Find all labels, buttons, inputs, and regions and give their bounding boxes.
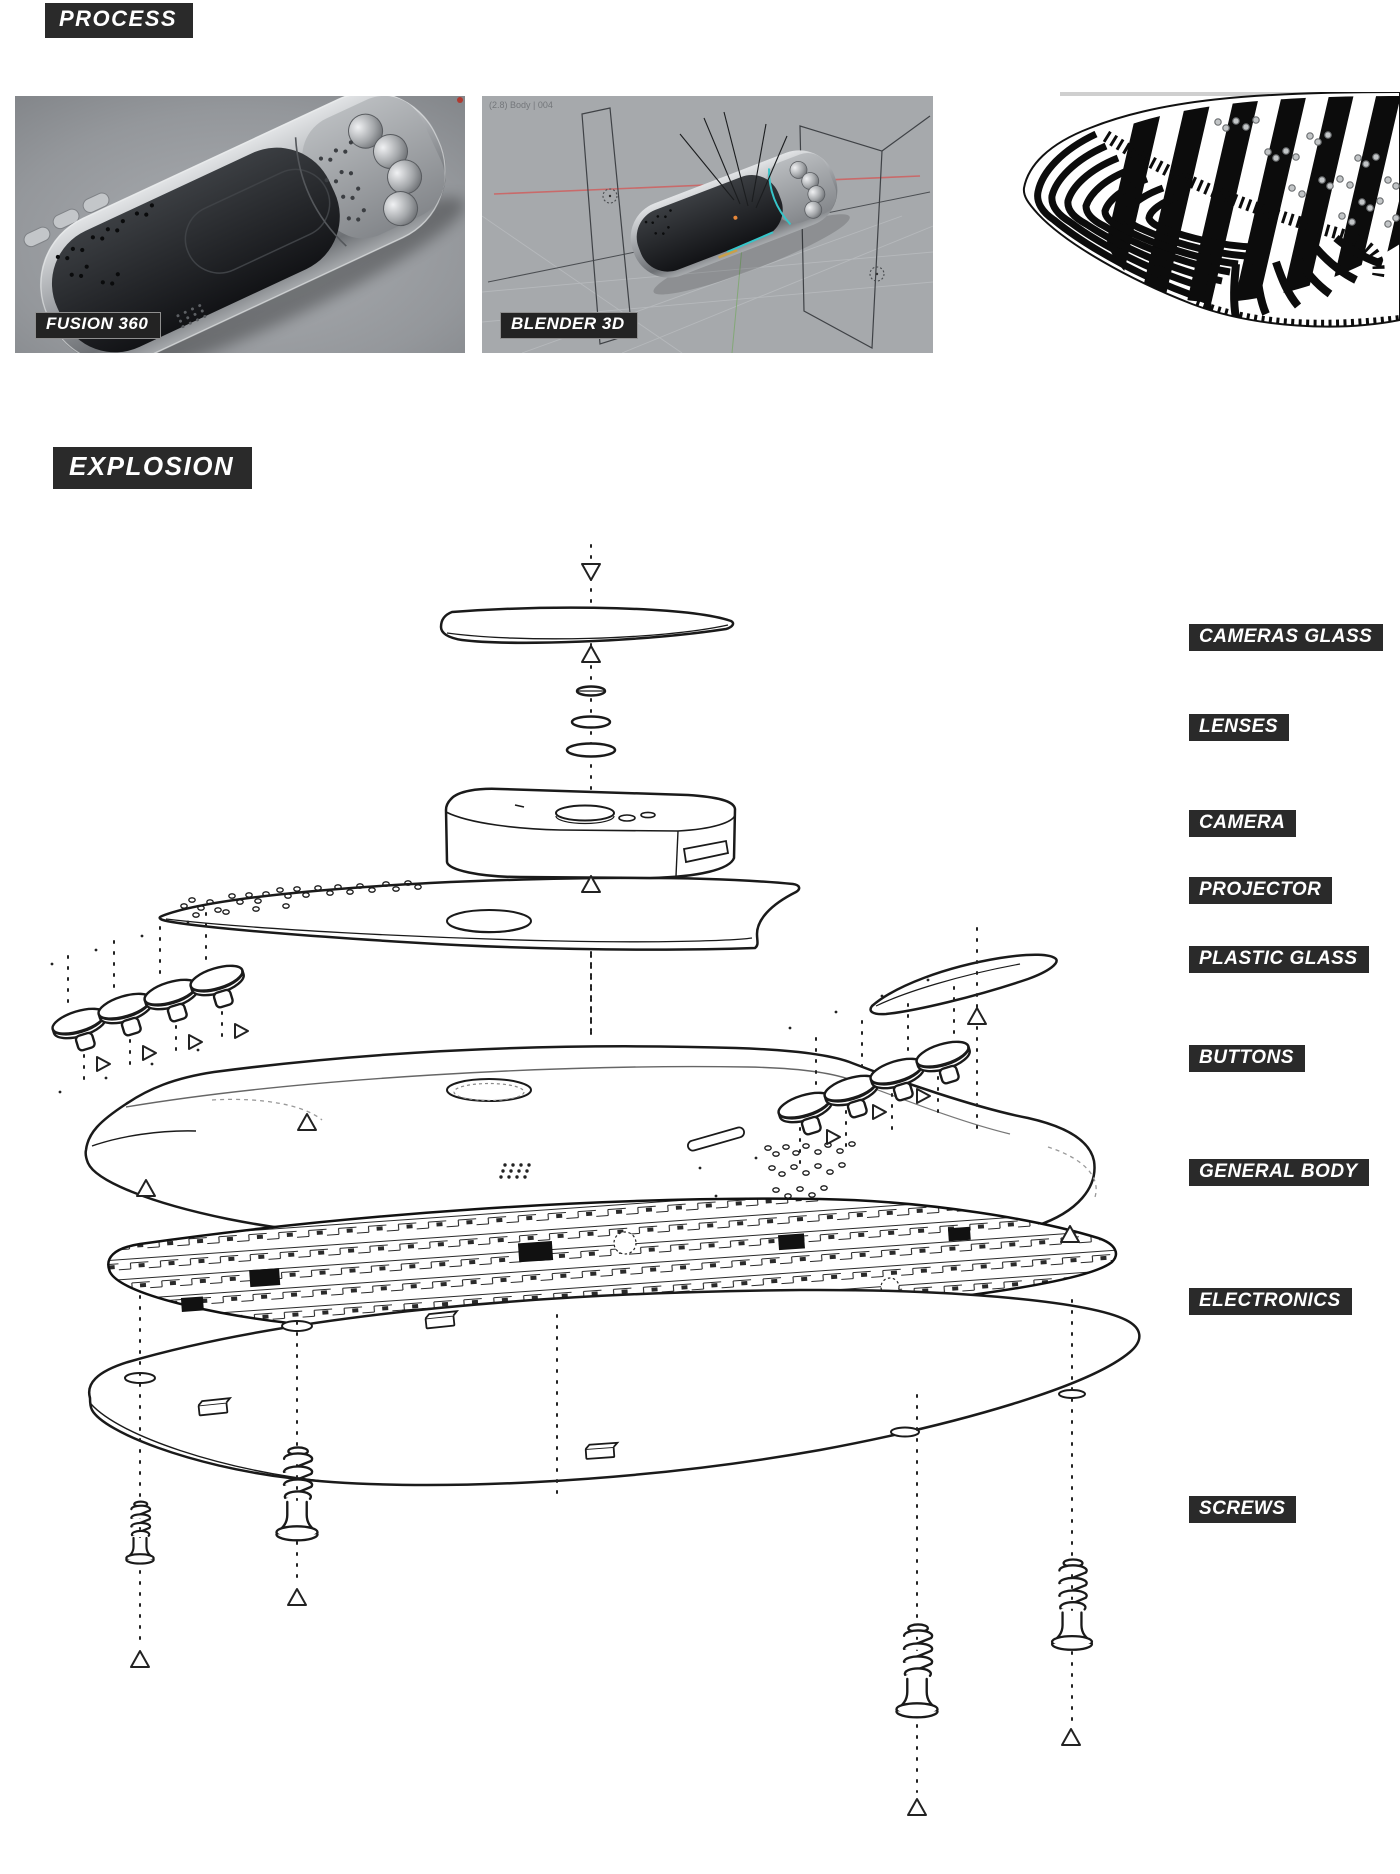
part-camera-projector	[446, 789, 735, 878]
part-plastic-glass	[160, 878, 799, 950]
label-general-body: GENERAL BODY	[1189, 1159, 1369, 1186]
label-electronics: ELECTRONICS	[1189, 1288, 1352, 1315]
explosion-section-title: EXPLOSION	[53, 447, 252, 489]
label-screws: SCREWS	[1189, 1496, 1296, 1523]
part-cameras-glass	[441, 608, 733, 643]
label-cameras-glass: CAMERAS GLASS	[1189, 624, 1383, 651]
part-plastic-glass-side	[871, 955, 1057, 1014]
blender-viewport-text: (2.8) Body | 004	[489, 100, 553, 110]
label-camera: CAMERA	[1189, 810, 1296, 837]
part-lenses	[567, 687, 615, 757]
process-section-title: PROCESS	[45, 3, 193, 38]
fusion-360-caption: FUSION 360	[35, 312, 161, 339]
blender-3d-caption: BLENDER 3D	[500, 312, 638, 339]
part-screws	[126, 1447, 1092, 1717]
label-buttons: BUTTONS	[1189, 1045, 1305, 1072]
part-bottom-plate	[89, 1290, 1139, 1485]
label-lenses: LENSES	[1189, 714, 1289, 741]
label-plastic-glass: PLASTIC GLASS	[1189, 946, 1369, 973]
label-projector: PROJECTOR	[1189, 877, 1332, 904]
